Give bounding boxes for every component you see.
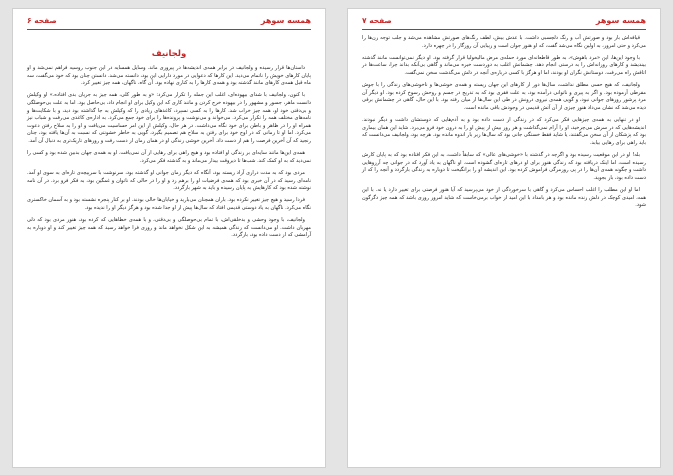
- paragraph: با وجود این‌ها، این «مرد باهوش»، به طور قاطعانه‌ای مورد حمله‌ی مرض مالیخولیا قرار گرفته بود. او دیگر نمی‌توانست مانند گذشته بیندیشد و کارهای روزانه‌اش را به درستی انجام دهد. چشمانش اغلب به دوردست خیره می‌ماند و گاهی بی‌آنکه بداند چرا، ساعت‌ها در اتاقش راه می‌رفت. دوستانش نگران او بودند، اما او هرگز با کسی درباره‌ی آنچه در دلش می‌گذشت سخن نمی‌گفت.: [362, 54, 646, 76]
- page-body: [362, 35, 646, 457]
- left-page: [12, 8, 326, 468]
- paragraph: همه‌ی این‌ها مانند سایه‌ای بر زندگی او افتاده بود و هیچ راهی برای رهایی از آن نمی‌یافت. او به همه‌ی جهان بدبین شده بود و کسی را نمی‌دید که به او کمک کند. شب‌ها تا دیروقت بیدار می‌ماند و به گذشته فکر می‌کرد.: [27, 150, 311, 164]
- paragraph: با کنون، ولجانیف با شدای بیهوده‌ای، اغلب این جمله را تکرار می‌کرد: «و به طور کلی، همه چیز به جریان بدی افتاده.» او وکیلش دانست ماهر، جسور و مشهور را در بیهوده خرج کردن و مانند کاری که این وکیل برای او انجام داد، بی‌حاصل بود. اما به علت بی‌حوصلگی و بی‌دقتی خود او، همه چیز خراب شد. کارها را به کسی نسپرد، کاغذهای زیادی را که وکیلش به جا گذاشته بود دید، و با شکایت‌ها و نامه‌های مختلف همه را تکرار می‌کرد. می‌خواند و می‌نوشت و پرونده‌ها را برای خود جمع می‌کرد. به اداره‌ی کاغذی می‌رفت و شباب نیز همراه او را در ظاهر و باطن برای خود نگاه می‌داشت. در هر حال، وکیلش از این امر حساسیت می‌یافت و او را به سلاح رفتن دعوت می‌کرد. اما او تا زمانی که در اوج خود برای رفتن به سلاح هم تصمیم بگیرد، گویی به خاطر خشونتی که نسبت به آن‌ها یافته بود، چنان رنجید که آن آخرین فرصت را هم از دست داد. آخرین خوشی زندگی او در همان زمان از دست رفت و روزهای تاریک‌تری به دنبال آن آمد.: [27, 92, 311, 144]
- paragraph: او در تنهایی به همه‌ی چیزهایی فکر می‌کرد که در زندگی از دست داده بود و به آدم‌هایی که دوستشان داشت و دیگر نبودند. اندیشه‌هایی که در سرش می‌چرخید، او را آرام نمی‌گذاشت و هر روز بیش از پیش او را به درون خود فرو می‌برد. شاید این همان بیماری بود که پزشکان از آن سخن می‌گفتند، یا شاید فقط خستگی جانی بود که سال‌ها زیر بار اندوه مانده بود. هرچه بود، ولجانیف می‌دانست که باید راهی برای رهایی بیابد.: [362, 117, 646, 146]
- paragraph: فردا رسید و هیچ چیز تغییر نکرده بود. باران همچنان می‌بارید و خیابان‌ها خالی بودند. او بر کنار پنجره نشسته بود و به آسمان خاکستری نگاه می‌کرد. ناگهان به یاد دوستی قدیمی افتاد که سال‌ها پیش از او جدا شده بود و هرگز دیگر او را ندیده بود.: [27, 197, 311, 211]
- paragraph: مردی بود که به مدت درازی آزاد زیسته بود، آنگاه که دیگر زمان جوانی او گذشته بود، سرنوشت با سرپیچه‌ی تازه‌ای به سوی او آمد. نامه‌ای رسید که در آن خبری بود که همه‌ی فرضیات او را برهم زد و او را در حالی که ناتوان و غمگین بود، به فکر فرو برد. در آن نامه نوشته شده بود که کارهایش به پایان رسیده و باید به شهر بازگردد.: [27, 169, 311, 192]
- paragraph: قیافه‌اش باز بود و صورتش آب و رنگ دلچسبی داشت. با عدش بیش، لطف رنگ‌های صورتش مشاهده می‌شد و جلب توجه زن‌ها را می‌کرد و حتی امروز، به اولین نگاه می‌شد گفت، که او هنوز جوان است و زیبایی آن روزگار را در چهره دارد.: [362, 35, 646, 49]
- header-title: همسه سوهر: [595, 16, 646, 25]
- header-title: همسه سوهر: [260, 16, 311, 25]
- paragraph: ولجانیف، که هیچ حسی مطلق نداشت، سال‌ها دور از کارهای این جهان زیسته و همه‌ی خوشی‌ها و ناخوشی‌های زندگی را با جوش مفرطی آزموده بود. و اگر به پیری و ناتوانی درآمده بود، به علت فقری بود که به تدریج در جسم و روحش رسوخ کرده بود. او دیگر آن مرد پرشور روزهای جوانی نبود، و گویی همه‌ی نیروی درونش در طی این سال‌ها از میان رفته بود. با این حال، گاهی در چشمانش برقی دیده می‌شد که نشان می‌داد هنوز چیزی از آن آتش قدیمی در وجودش باقی مانده است.: [362, 82, 646, 111]
- page-body: [27, 65, 311, 457]
- page-header: [362, 17, 646, 30]
- page-number: صفحه ۷: [362, 16, 392, 25]
- paragraph: اما او این مطلب را اغلب احساس می‌کرد و گاهی با سرخوردگی از خود می‌پرسید که آیا هنوز فرصتی برای تغییر دارد یا نه. با این همه، امیدی کوچک در دلش زنده مانده بود و هر بامداد با این امید از خواب برمی‌خاست که شاید امروز روزی باشد که همه چیز دگرگون شود.: [362, 187, 646, 209]
- page-number: صفحه ۶: [27, 16, 57, 25]
- paragraph: داستان‌ها قرار رسیده و ولجانیف در برابر همه‌ی اندیشه‌ها در پیروزی ماند. وسایل همسایه در این جنوب روسیه فراهم نمی‌شد و او پایان کارهای خویش را ناتمام می‌دید. این کارها که دعوایی در مورد دارایی این بود، دانسته می‌شد. دانستن چنان بود که خود می‌گفت، سه ماه قبل همه‌ی کارهای مانند گذشته بود و همه‌ی کارها را به کناری نهاده بود. آن گاه، ناگهان، همه چیز تغییر کرد.: [27, 65, 311, 87]
- right-page: [347, 8, 661, 468]
- paragraph: بله! او در این موقعیت رسیده بود و اگرچه در گذشته با «خوشی‌های عالی» که سابقاً داشت، به این فکر افتاده بود که به پایان کارش رسیده است، اما اینک دریافته بود که زندگی هنوز برای او درهای تازه‌ای گشوده است. او ناگهان به یاد آورد که در جوانی چه آرزوهایی داشت و چگونه همه‌ی آن‌ها را در پی روزمرگی فراموش کرده بود. این اندیشه او را برانگیخت تا دوباره به زندگی بازگردد و آنچه را که از دست داده بود، باز بجوید.: [362, 152, 646, 181]
- page-header: [27, 17, 311, 30]
- paragraph: ولجانیف، با وجود وحشی و بدخلقی‌اش، با تمام بی‌حوصلگی و بی‌دقتی، و با همه‌ی خطاهایی که کرده بود، هنوز مردی بود که دلی مهربان داشت. او می‌دانست که زندگی همیشه به این شکل نخواهد ماند و روزی فرا خواهد رسید که همه چیز تغییر کند و او دوباره به آرامشی که از دست داده بود، بازگردد.: [27, 217, 311, 239]
- section-title: ولجانیف: [151, 49, 187, 59]
